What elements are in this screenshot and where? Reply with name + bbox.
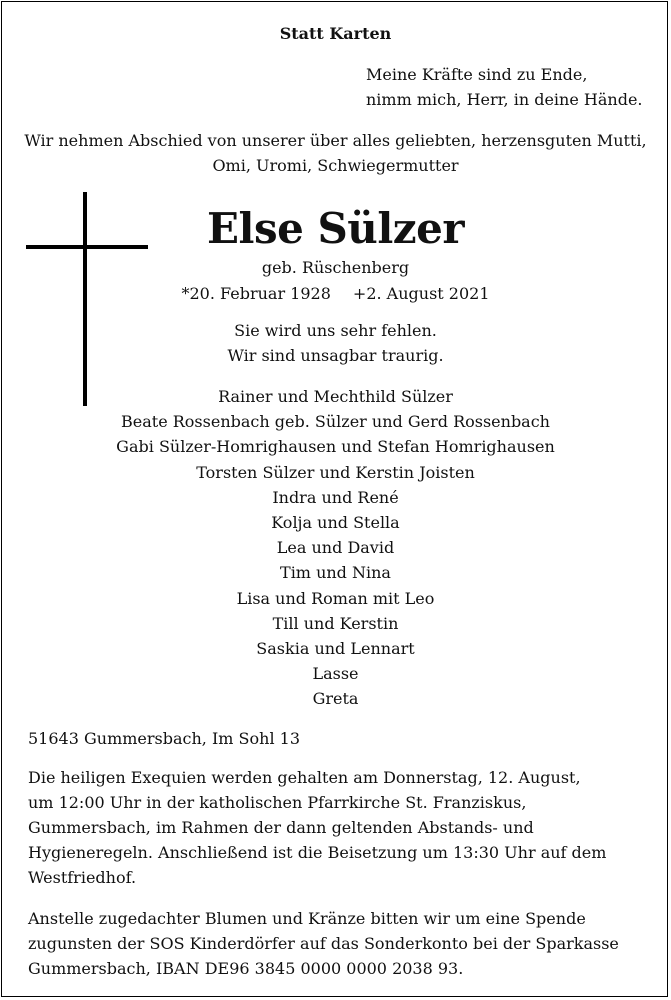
death-date: +2. August 2021 — [352, 284, 490, 303]
family-member: Greta — [312, 689, 359, 709]
family-member: Saskia und Lennart — [256, 639, 415, 659]
donation-line: zugunsten der SOS Kinderdörfer auf das Sonderkonto bei der Sparkasse — [28, 934, 619, 953]
service-line: um 12:00 Uhr in der katholischen Pfarrkirche St. Franziskus, — [28, 793, 527, 812]
family-member: Lea und David — [276, 538, 395, 558]
donation-info — [28, 906, 648, 981]
family-member: Lisa und Roman mit Leo — [236, 588, 435, 608]
intro-line: Wir nehmen Abschied von unserer über alles geliebten, herzensguten Mutti, — [24, 131, 647, 150]
address: 51643 Gummersbach, Im Sohl 13 — [28, 729, 300, 748]
verse-line: Meine Kräfte sind zu Ende, — [366, 65, 588, 84]
service-line: Die heiligen Exequien werden gehalten am Donnerstag, 12. August, — [28, 768, 581, 787]
family-member: Till und Kerstin — [272, 613, 399, 633]
donation-line: Anstelle zugedachter Blumen und Kränze bitten wir um eine Spende — [28, 909, 586, 928]
family-member: Torsten Sülzer und Kerstin Joisten — [196, 462, 475, 482]
service-line: Hygieneregeln. Anschließend ist die Beisetzung um 13:30 Uhr auf dem — [28, 843, 607, 862]
family-member: Gabi Sülzer-Homrighausen und Stefan Homrighausen — [116, 437, 555, 457]
heading: Statt Karten — [279, 24, 392, 43]
birth-name: geb. Rüschenberg — [261, 258, 410, 277]
verse — [366, 62, 643, 112]
verse-line: nimm mich, Herr, in deine Hände. — [366, 90, 643, 109]
deceased-name: Else Sülzer — [207, 204, 464, 253]
intro-line: Omi, Uromi, Schwiegermutter — [212, 156, 459, 175]
family-member: Indra und René — [272, 487, 399, 507]
family-member: Kolja und Stella — [271, 513, 400, 533]
intro-text — [0, 128, 671, 178]
family-member: Rainer und Mechthild Sülzer — [218, 387, 453, 406]
donation-line: Gummersbach, IBAN DE96 3845 0000 0000 2038 93. — [28, 959, 464, 978]
mourning-text — [0, 318, 671, 368]
family-list — [0, 384, 671, 712]
mourning-line: Wir sind unsagbar traurig. — [227, 346, 444, 365]
family-member: Tim und Nina — [280, 563, 391, 583]
family-member: Beate Rossenbach geb. Sülzer und Gerd Rossenbach — [121, 412, 550, 432]
birth-date: *20. Februar 1928 — [181, 284, 331, 303]
service-line: Gummersbach, im Rahmen der dann geltenden Abstands- und — [28, 818, 534, 837]
family-member: Lasse — [312, 664, 359, 684]
mourning-line: Sie wird uns sehr fehlen. — [234, 321, 437, 340]
service-line: Westfriedhof. — [28, 868, 137, 887]
life-dates — [0, 281, 671, 306]
service-info — [28, 765, 648, 890]
